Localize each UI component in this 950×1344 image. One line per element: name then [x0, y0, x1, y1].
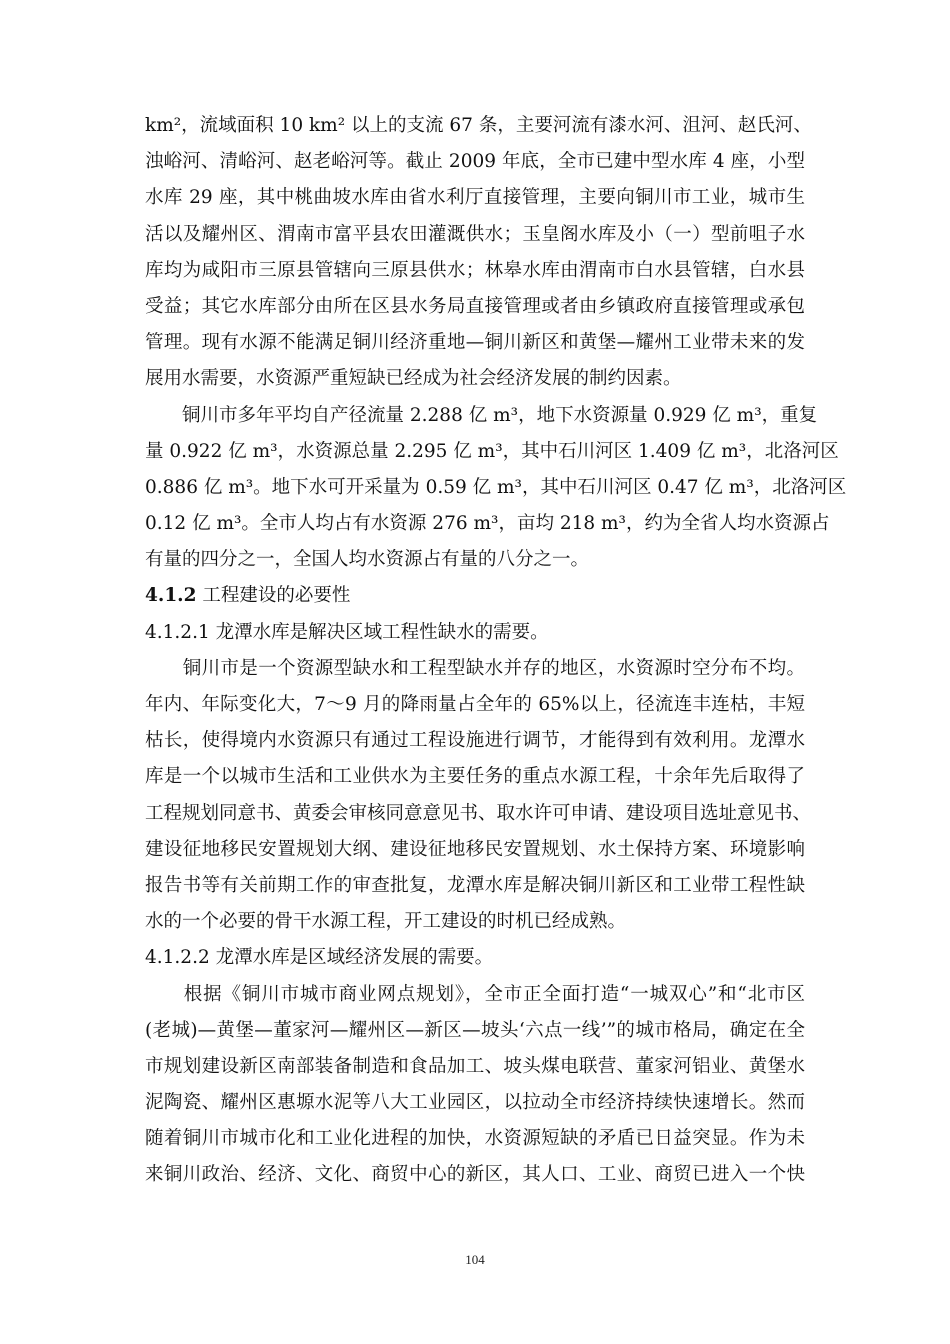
text-line: 管理。现有水源不能满足铜川经济重地—铜川新区和黄堡—耀州工业带未来的发 [145, 332, 805, 354]
section-number: 4.1.2 [145, 585, 197, 607]
paragraph-water-overview [145, 108, 812, 398]
text-line: 市规划建设新区南部装备制造和食品加工、坡头煤电联营、董家河铝业、黄堡水 [145, 1055, 805, 1077]
text-line: km²，流域面积 10 km² 以上的支流 67 条，主要河流有漆水河、沮河、赵氏河、 [145, 115, 812, 136]
text-line: 随着铜川市城市化和工业化进程的加快，水资源短缺的矛盾已日益突显。作为未 [145, 1128, 805, 1150]
text-line: 铜川市多年平均自产径流量 2.288 亿 m³，地下水资源量 0.929 亿 m³，重复 [145, 404, 818, 426]
text-line: 年内、年际变化大，7～9 月的降雨量占全年的 65%以上，径流连丰连枯，丰短 [145, 694, 805, 715]
text-line: 活以及耀州区、渭南市富平县农田灌溉供水；玉皇阁水库及小（一）型前咀子水 [145, 223, 805, 245]
subsection-heading-4-1-2-2: 4.1.2.2 龙潭水库是区域经济发展的需要。 [145, 947, 494, 969]
paragraph-economic-development [145, 977, 805, 1194]
text-line: 有量的四分之一，全国人均水资源占有量的八分之一。 [145, 549, 590, 571]
text-line: 0.886 亿 m³。地下水可开采量为 0.59 亿 m³，其中石川河区 0.47 亿 m³，北洛河区 [145, 476, 847, 498]
text-line: 报告书等有关前期工作的审查批复，龙潭水库是解决铜川新区和工业带工程性缺 [145, 874, 805, 896]
text-line: 水的一个必要的骨干水源工程，开工建设的时机已经成熟。 [145, 911, 627, 933]
text-line: 库是一个以城市生活和工业供水为主要任务的重点水源工程，十余年先后取得了 [145, 766, 805, 788]
paragraph-water-resources [145, 398, 847, 579]
text-line: 浊峪河、清峪河、赵老峪河等。截止 2009 年底，全市已建中型水库 4 座，小型 [145, 151, 805, 173]
section-heading-4-1-2 [145, 578, 805, 614]
text-line: (老城)—黄堡—董家河—耀州区—新区—坡头‘六点一线’”的城市格局，确定在全 [145, 1019, 805, 1041]
text-line: 展用水需要，水资源严重短缺已经成为社会经济发展的制约因素。 [145, 368, 682, 390]
text-line: 枯长，使得境内水资源只有通过工程设施进行调节，才能得到有效利用。龙潭水 [145, 730, 805, 752]
text-line: 泥陶瓷、耀州区惠塬水泥等八大工业园区，以拉动全市经济持续快速增长。然而 [145, 1092, 805, 1114]
text-line: 库均为咸阳市三原县管辖向三原县供水；林皋水库由渭南市白水县管辖，白水县 [145, 259, 805, 281]
section-title: 工程建设的必要性 [196, 585, 351, 607]
text-line: 工程规划同意书、黄委会审核同意意见书、取水许可申请、建设项目选址意见书、 [145, 802, 812, 824]
page-number: 104 [465, 1252, 485, 1267]
text-line: 0.12 亿 m³。全市人均占有水资源 276 m³，亩均 218 m³，约为全省人均水资源占 [145, 513, 830, 535]
text-line: 根据《铜川市城市商业网点规划》，全市正全面打造“一城双心”和“北市区 [145, 983, 805, 1005]
text-line: 量 0.922 亿 m³，水资源总量 2.295 亿 m³，其中石川河区 1.409 亿 m³，北洛河区 [145, 440, 839, 462]
text-line: 建设征地移民安置规划大纲、建设征地移民安置规划、水土保持方案、环境影响 [145, 838, 805, 860]
text-line: 来铜川政治、经济、文化、商贸中心的新区，其人口、工业、商贸已进入一个快 [145, 1164, 805, 1186]
subsection-heading-4-1-2-1: 4.1.2.1 龙潭水库是解决区域工程性缺水的需要。 [145, 621, 549, 643]
paragraph-engineering-shortage [145, 651, 812, 941]
text-line: 水库 29 座，其中桃曲坡水库由省水利厅直接管理，主要向铜川市工业，城市生 [145, 187, 805, 209]
text-line: 受益；其它水库部分由所在区县水务局直接管理或者由乡镇政府直接管理或承包 [145, 295, 805, 317]
text-line: 铜川市是一个资源型缺水和工程型缺水并存的地区，水资源时空分布不均。 [145, 657, 805, 679]
document-body [145, 108, 847, 1194]
